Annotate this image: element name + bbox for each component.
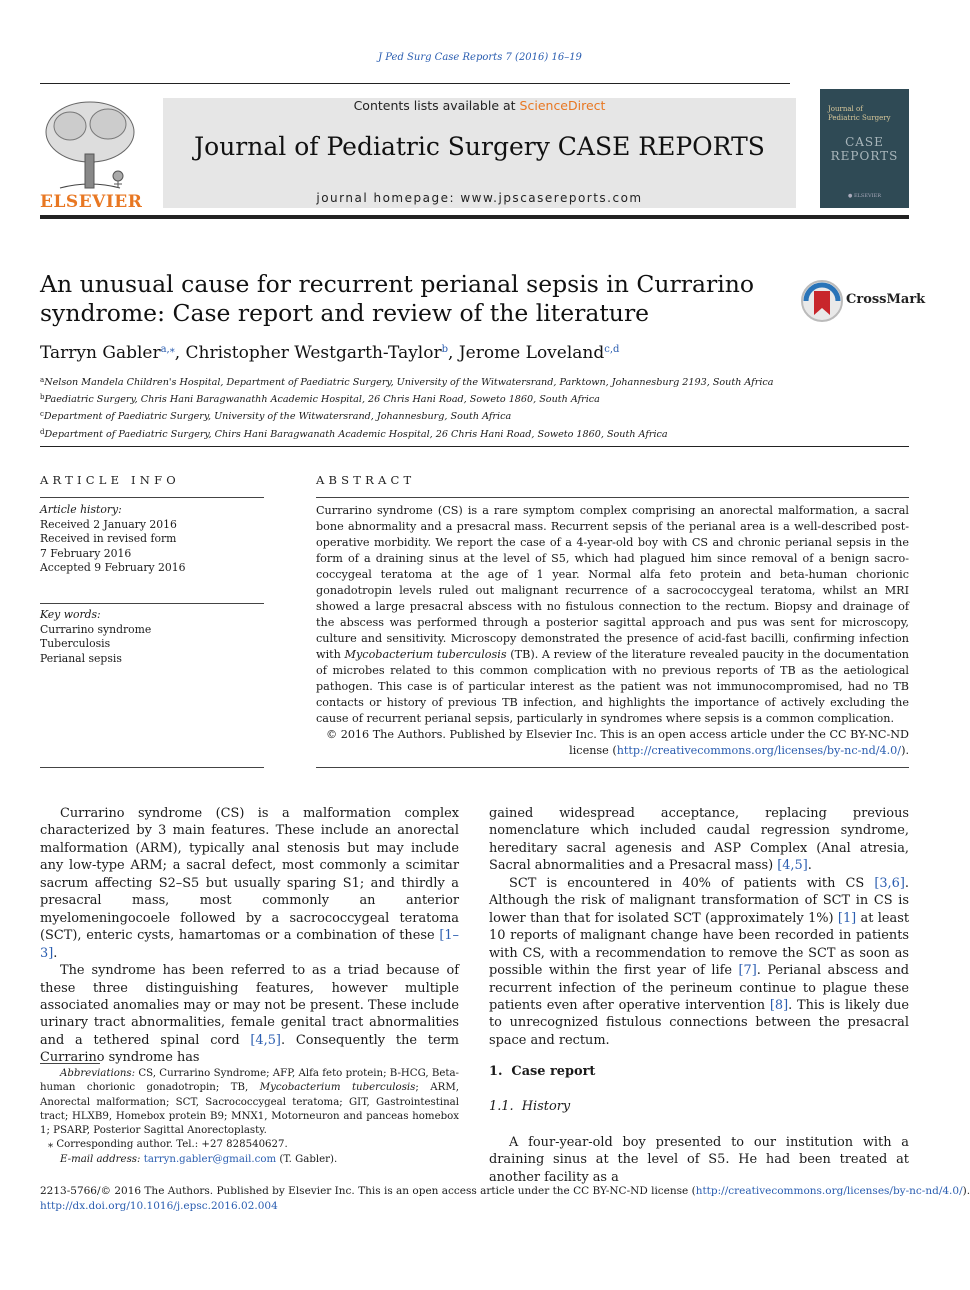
crossmark-label[interactable]: CrossMark	[846, 292, 926, 307]
article-info-rule	[40, 497, 264, 498]
abbreviations-text: CS, Currarino Syndrome; AFP, Alfa feto protein; B-HCG, Beta-human chorionic gonadotropin; TB,	[40, 1068, 459, 1094]
article-info-rule	[40, 767, 264, 768]
citation-link[interactable]: [7]	[738, 963, 757, 979]
header-thick-rule	[40, 215, 909, 219]
history-label: Article history:	[40, 503, 122, 516]
abbreviations-text: ; ARM, Anorectal malformation; SCT, Sacrococcygeal teratoma; GIT, Gastrointestinal tract; HLXB9, Homebox protein B9; MNX1, Motorneuron and panceas homebox 1; PSARP, Posterior Sagittal Anorectoplasty.	[40, 1082, 459, 1137]
author-name[interactable]: Jerome Loveland	[458, 343, 605, 363]
citation-link[interactable]: [4,5]	[777, 858, 808, 874]
article-title: An unusual cause for recurrent perianal sepsis in Currarino syndrome: Case report and review of the literature	[40, 270, 755, 327]
crossmark-icon[interactable]	[800, 279, 844, 323]
affiliation-line	[40, 407, 900, 424]
article-history	[40, 503, 264, 576]
abstract-text-part: Currarino syndrome (CS) is a rare symptom complex comprising an anorectal malformation, a sacral bone abnormality and a presacral mass. Recurrent sepsis of the perianal area is a well-described post-operative morbidity. We report the case of a 4-year-old boy with CS and chronic perianal sepsis in the form of a draining sinus at the level of S5, which had plagued him since removal of a benign sacro-coccygeal teratoma at the age of 1 year. Normal alfa feto protein and beta-human chorionic gonadotropin levels ruled out malignant recurrence of a sacrococcygeal teratoma, whilst an MRI showed a large presacral abscess with no fistulous connection to the rectum. Biopsy and drainage of the abscess was performed through a posterior sagittal approach and pus was sent for microscopy, culture and sensitivity. Microscopy demonstrated the presence of acid-fast bacilli, confirming infection with	[316, 504, 909, 661]
footnotes	[40, 1067, 459, 1167]
license-text: ).	[901, 744, 909, 757]
page-footer	[40, 1184, 970, 1213]
author-affiliation-mark[interactable]: c,d	[604, 344, 620, 355]
abstract-heading: ABSTRACT	[316, 473, 416, 487]
journal-title: Journal of Pediatric Surgery CASE REPORTS	[194, 132, 765, 161]
footer-text: 2213-5766/© 2016 The Authors. Published by Elsevier Inc. This is an open access article under the CC BY-NC-ND license (	[40, 1185, 696, 1197]
body-paragraph	[40, 962, 459, 1067]
cover-subtitle: CASE REPORTS	[830, 135, 899, 163]
body-paragraph	[40, 805, 459, 962]
header-rule	[40, 83, 790, 84]
body-text: .	[53, 945, 58, 961]
body-text: SCT is encountered in 40% of patients with CS	[509, 875, 875, 891]
footer-text: ).	[962, 1185, 970, 1197]
affiliation-mark: c	[40, 410, 44, 419]
keywords-label: Key words:	[40, 608, 101, 621]
email-note	[40, 1153, 459, 1167]
homepage-prefix: journal homepage:	[316, 191, 461, 205]
affiliation-text: Nelson Mandela Children's Hospital, Department of Paediatric Surgery, University of the Witwatersrand, Parktown, Johannesburg 2193, South Africa	[44, 377, 774, 388]
elsevier-wordmark: ELSEVIER	[40, 192, 143, 212]
email-suffix: (T. Gabler).	[276, 1153, 338, 1165]
email-link[interactable]: tarryn.gabler@gmail.com	[143, 1153, 277, 1165]
history-item: Received 2 January 2016	[40, 517, 177, 531]
license-text: license (	[569, 744, 617, 757]
body-text: gained widespread acceptance, replacing previous nomenclature which included caudal regression syndrome, hereditary sacral agenesis and ASP Complex (Anal atresia, Sacral abnormalities and a Presacral mass)	[489, 806, 909, 874]
body-text: at least 10 reports of malignant change have been recorded in patients with CS, with a recommendation to remove the SCT as soon as possible within the first year of life	[489, 910, 910, 979]
history-item: 7 February 2016	[40, 546, 132, 560]
abstract-text	[316, 503, 909, 727]
affiliation-mark: a	[40, 376, 45, 384]
section-heading: 1. Case report	[489, 1064, 596, 1079]
body-text: . Consequently the term Currarino syndrome has	[40, 1032, 459, 1066]
history-item: Received in revised form	[40, 532, 177, 545]
abstract-rule	[316, 497, 909, 498]
affiliation-text: Department of Paediatric Surgery, University of the Witwatersrand, Johannesburg, South Africa	[43, 411, 512, 423]
journal-cover-thumbnail[interactable]	[820, 89, 909, 208]
body-column-right	[489, 805, 909, 1049]
doi-link[interactable]: http://dx.doi.org/10.1016/j.epsc.2016.02.004	[40, 1199, 278, 1212]
abstract-copyright	[316, 727, 909, 743]
journal-homepage	[163, 191, 796, 205]
abstract-rule	[316, 767, 909, 768]
author-name[interactable]: Tarryn Gabler	[40, 343, 161, 363]
keyword: Perianal sepsis	[40, 651, 122, 665]
body-text: The syndrome has been referred to as a triad because of these three distinguishing features, however multiple associated anomalies may or may not be present. These include urinary tract abnormalities, female genital tract abnormalities and a tethered spinal cord	[40, 963, 459, 1048]
article-info-rule	[40, 603, 264, 604]
keyword: Currarino syndrome	[40, 622, 152, 636]
abbreviations-label: Abbreviations:	[60, 1068, 136, 1079]
history-item: Accepted 9 February 2016	[40, 561, 186, 574]
author-affiliation-mark[interactable]: a,⁎	[160, 344, 175, 355]
body-text: . Perianal abscess and recurrent infection of the perineum continue to plague these patients even after operative intervention	[489, 963, 909, 1013]
affiliation-line	[40, 425, 900, 442]
keyword: Tuberculosis	[40, 637, 111, 650]
affiliation-mark: d	[40, 427, 45, 436]
subsection-heading: 1.1. History	[489, 1099, 571, 1114]
affiliations	[40, 373, 900, 442]
abbreviations-footnote	[40, 1067, 459, 1138]
copyright-text: © 2016 The Authors. Published by Elsevier Inc. This is an open access article under the CC BY-NC-ND	[325, 728, 909, 741]
sciencedirect-link[interactable]: ScienceDirect	[519, 98, 606, 113]
cover-publisher-mark: ● ELSEVIER	[848, 193, 881, 199]
footer-license-link[interactable]: http://creativecommons.org/licenses/by-nc-nd/4.0/	[695, 1185, 963, 1197]
abbreviations-italic: Mycobacterium tuberculosis	[259, 1082, 416, 1094]
citation-link[interactable]: [1–3]	[40, 928, 459, 961]
keywords	[40, 608, 264, 666]
cover-title: Journal of Pediatric Surgery	[828, 105, 891, 122]
body-column-left	[40, 805, 459, 1067]
footnote-rule	[40, 1063, 100, 1064]
case-report-text	[489, 1134, 909, 1186]
abstract-organism: Mycobacterium tuberculosis	[344, 648, 507, 661]
abstract-license	[316, 743, 909, 759]
title-block-rule	[40, 446, 909, 447]
affiliation-line	[40, 390, 900, 407]
author-list: Tarryn Gabler$^{a,⁎}$, Christopher Westgarth-Taylor$^b$, Jerome Loveland$^{c,d}$	[40, 343, 620, 363]
body-paragraph: A four-year-old boy presented to our institution with a draining sinus at the level of S5. He had been treated at another facility as a	[489, 1135, 909, 1185]
journal-masthead	[163, 98, 796, 208]
contents-prefix: Contents lists available at	[353, 98, 520, 113]
footer-doi-line	[40, 1199, 909, 1214]
homepage-link[interactable]: www.jpscasereports.com	[460, 191, 643, 205]
body-text: . Although the risk of malignant transformation of SCT in CS is lower than that for isolated SCT (approximately 1%)	[489, 875, 909, 926]
body-text: .	[807, 858, 812, 874]
abstract-body	[316, 503, 909, 759]
citation-link[interactable]: [4,5]	[250, 1032, 281, 1048]
affiliation-line	[40, 373, 900, 390]
contents-available-line	[163, 98, 796, 113]
affiliation-text: Paediatric Surgery, Chris Hani Baragwanathh Academic Hospital, 26 Chris Hani Road, Soweto 1860, South Africa	[44, 394, 600, 406]
author-affiliation-mark[interactable]: b	[441, 344, 449, 355]
body-paragraph	[489, 805, 909, 875]
license-link[interactable]: http://creativecommons.org/licenses/by-nc-nd/4.0/	[616, 744, 902, 757]
body-text: Currarino syndrome (CS) is a malformation complex characterized by 3 main features. These include an anorectal malformation (ARM), typically anal stenosis but may include any low-type ARM; a sacral defect, most commonly a scimitar sacrum affecting S2–S5 but usually sparing S1; and thirdly a presacral mass, most commonly an anterior myelomeningocoele followed by a sacrococcygeal teratoma (SCT), enteric cysts, hamartomas or a combination of these	[40, 806, 459, 944]
affiliation-text: Department of Paediatric Surgery, Chirs Hani Baragwanath Academic Hospital, 26 Chris Hani Road, Soweto 1860, South Africa	[44, 428, 668, 440]
email-label: E-mail address:	[60, 1153, 141, 1165]
abstract-text-part: (TB). A review of the literature revealed paucity in the documentation of microbes related to this common complication with no previous reports of TB as the aetiological pathogen. This case is of particular interest as the patient was not immunocompromised, had no TB contacts or history of previous TB infection, and highlights the importance of actively excluding the cause of recurrent perianal sepsis, particularly in syndromes where sepsis is a common complication.	[316, 648, 909, 725]
author-name[interactable]: Christopher Westgarth-Taylor	[185, 343, 442, 363]
corresponding-author-note: ⁎ Corresponding author. Tel.: +27 828540627.	[48, 1139, 288, 1151]
body-paragraph	[489, 875, 909, 1050]
body-text: . This is likely due to unrecognized fistulous connections between the presacral space and rectum.	[489, 997, 909, 1048]
affiliation-mark: b	[40, 393, 45, 402]
citation-link[interactable]: [1]	[837, 910, 857, 926]
citation-link[interactable]: [8]	[769, 997, 789, 1013]
journal-citation[interactable]: J Ped Surg Case Reports 7 (2016) 16–19	[378, 52, 582, 63]
footer-license-line	[40, 1184, 970, 1199]
citation-link[interactable]: [3,6]	[874, 875, 905, 891]
article-info-heading: ARTICLE INFO	[40, 473, 180, 487]
